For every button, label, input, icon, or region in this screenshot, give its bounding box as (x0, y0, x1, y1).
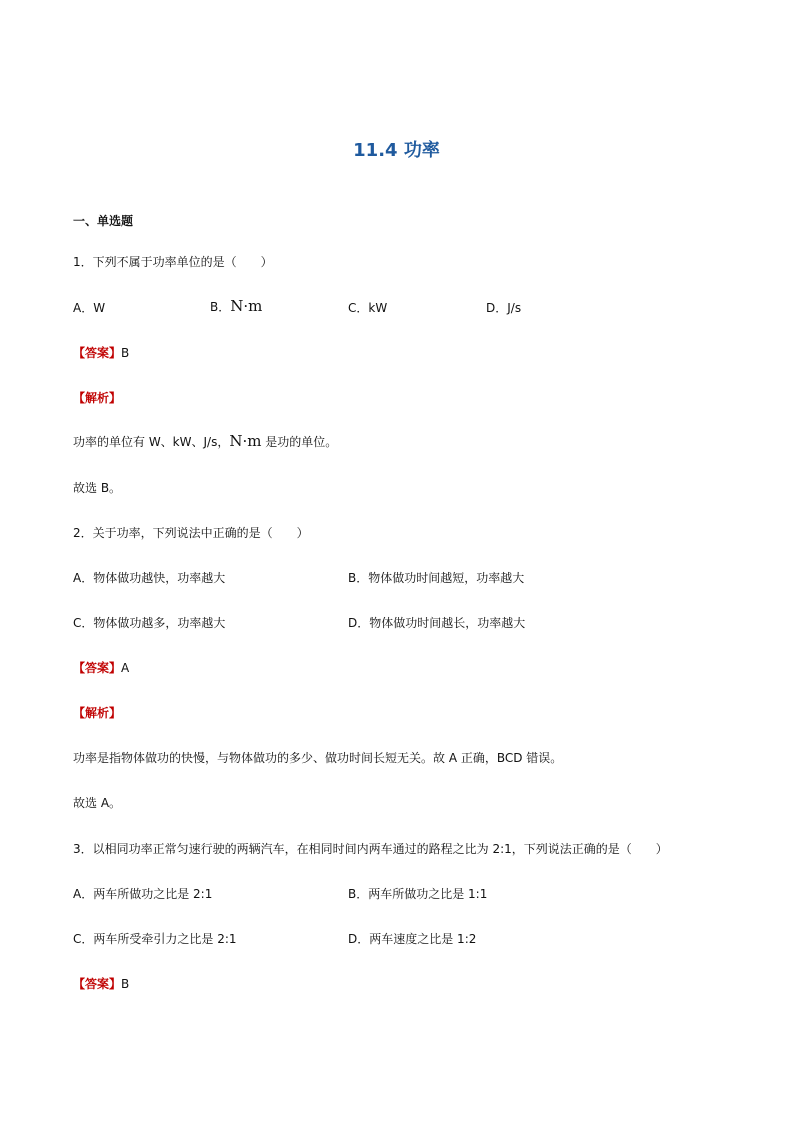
q1-option-d: D．J/s (486, 301, 522, 315)
q3-answer (73, 975, 129, 992)
section-heading: 一、单选题 (73, 214, 134, 228)
page-title: 11.4 功率 (353, 140, 440, 161)
q1-option-b-unit: N·m (230, 297, 263, 315)
q2-answer-value: A (121, 661, 130, 675)
q1-option-b (210, 297, 262, 315)
q1-answer-tag: 【答案】 (73, 346, 122, 360)
q3-answer-value: B (121, 977, 130, 991)
q1-analysis-unit: N·m (229, 432, 262, 450)
q3-option-c: C．两车所受牵引力之比是 2:1 (73, 932, 237, 946)
q1-answer-value: B (121, 346, 130, 360)
q2-option-d: D．物体做功时间越长，功率越大 (348, 616, 526, 630)
q3-option-a: A．两车所做功之比是 2:1 (73, 887, 213, 901)
q3-stem: 3．以相同功率正常匀速行驶的两辆汽车，在相同时间内两车通过的路程之比为 2:1，下列说法正确的是（ ） (73, 842, 668, 856)
q1-answer (73, 344, 129, 361)
q2-answer (73, 659, 129, 676)
q1-analysis-tag: 【解析】 (73, 391, 122, 405)
q3-option-d: D．两车速度之比是 1:2 (348, 932, 477, 946)
q1-stem: 1．下列不属于功率单位的是（ ） (73, 255, 273, 269)
q3-answer-tag: 【答案】 (73, 977, 122, 991)
q2-option-b: B．物体做功时间越短，功率越大 (348, 571, 525, 585)
q2-conclusion: 故选 A。 (73, 796, 122, 810)
q1-analysis (73, 432, 337, 450)
q2-option-c: C．物体做功越多，功率越大 (73, 616, 226, 630)
q1-option-c: C．kW (348, 301, 388, 315)
q2-answer-tag: 【答案】 (73, 661, 122, 675)
q2-analysis-tag: 【解析】 (73, 706, 122, 720)
q2-analysis: 功率是指物体做功的快慢，与物体做功的多少、做功时间长短无关。故 A 正确，BCD 错误。 (73, 751, 563, 765)
q1-analysis-post: 是功的单位。 (261, 435, 338, 449)
q1-analysis-pre: 功率的单位有 W、kW、J/s， (73, 435, 230, 449)
q3-option-b: B．两车所做功之比是 1:1 (348, 887, 488, 901)
q2-stem: 2．关于功率，下列说法中正确的是（ ） (73, 526, 309, 540)
q1-option-a: A．W (73, 301, 106, 315)
q1-option-b-label: B． (210, 300, 231, 314)
q1-conclusion: 故选 B。 (73, 481, 122, 495)
q2-option-a: A．物体做功越快，功率越大 (73, 571, 226, 585)
